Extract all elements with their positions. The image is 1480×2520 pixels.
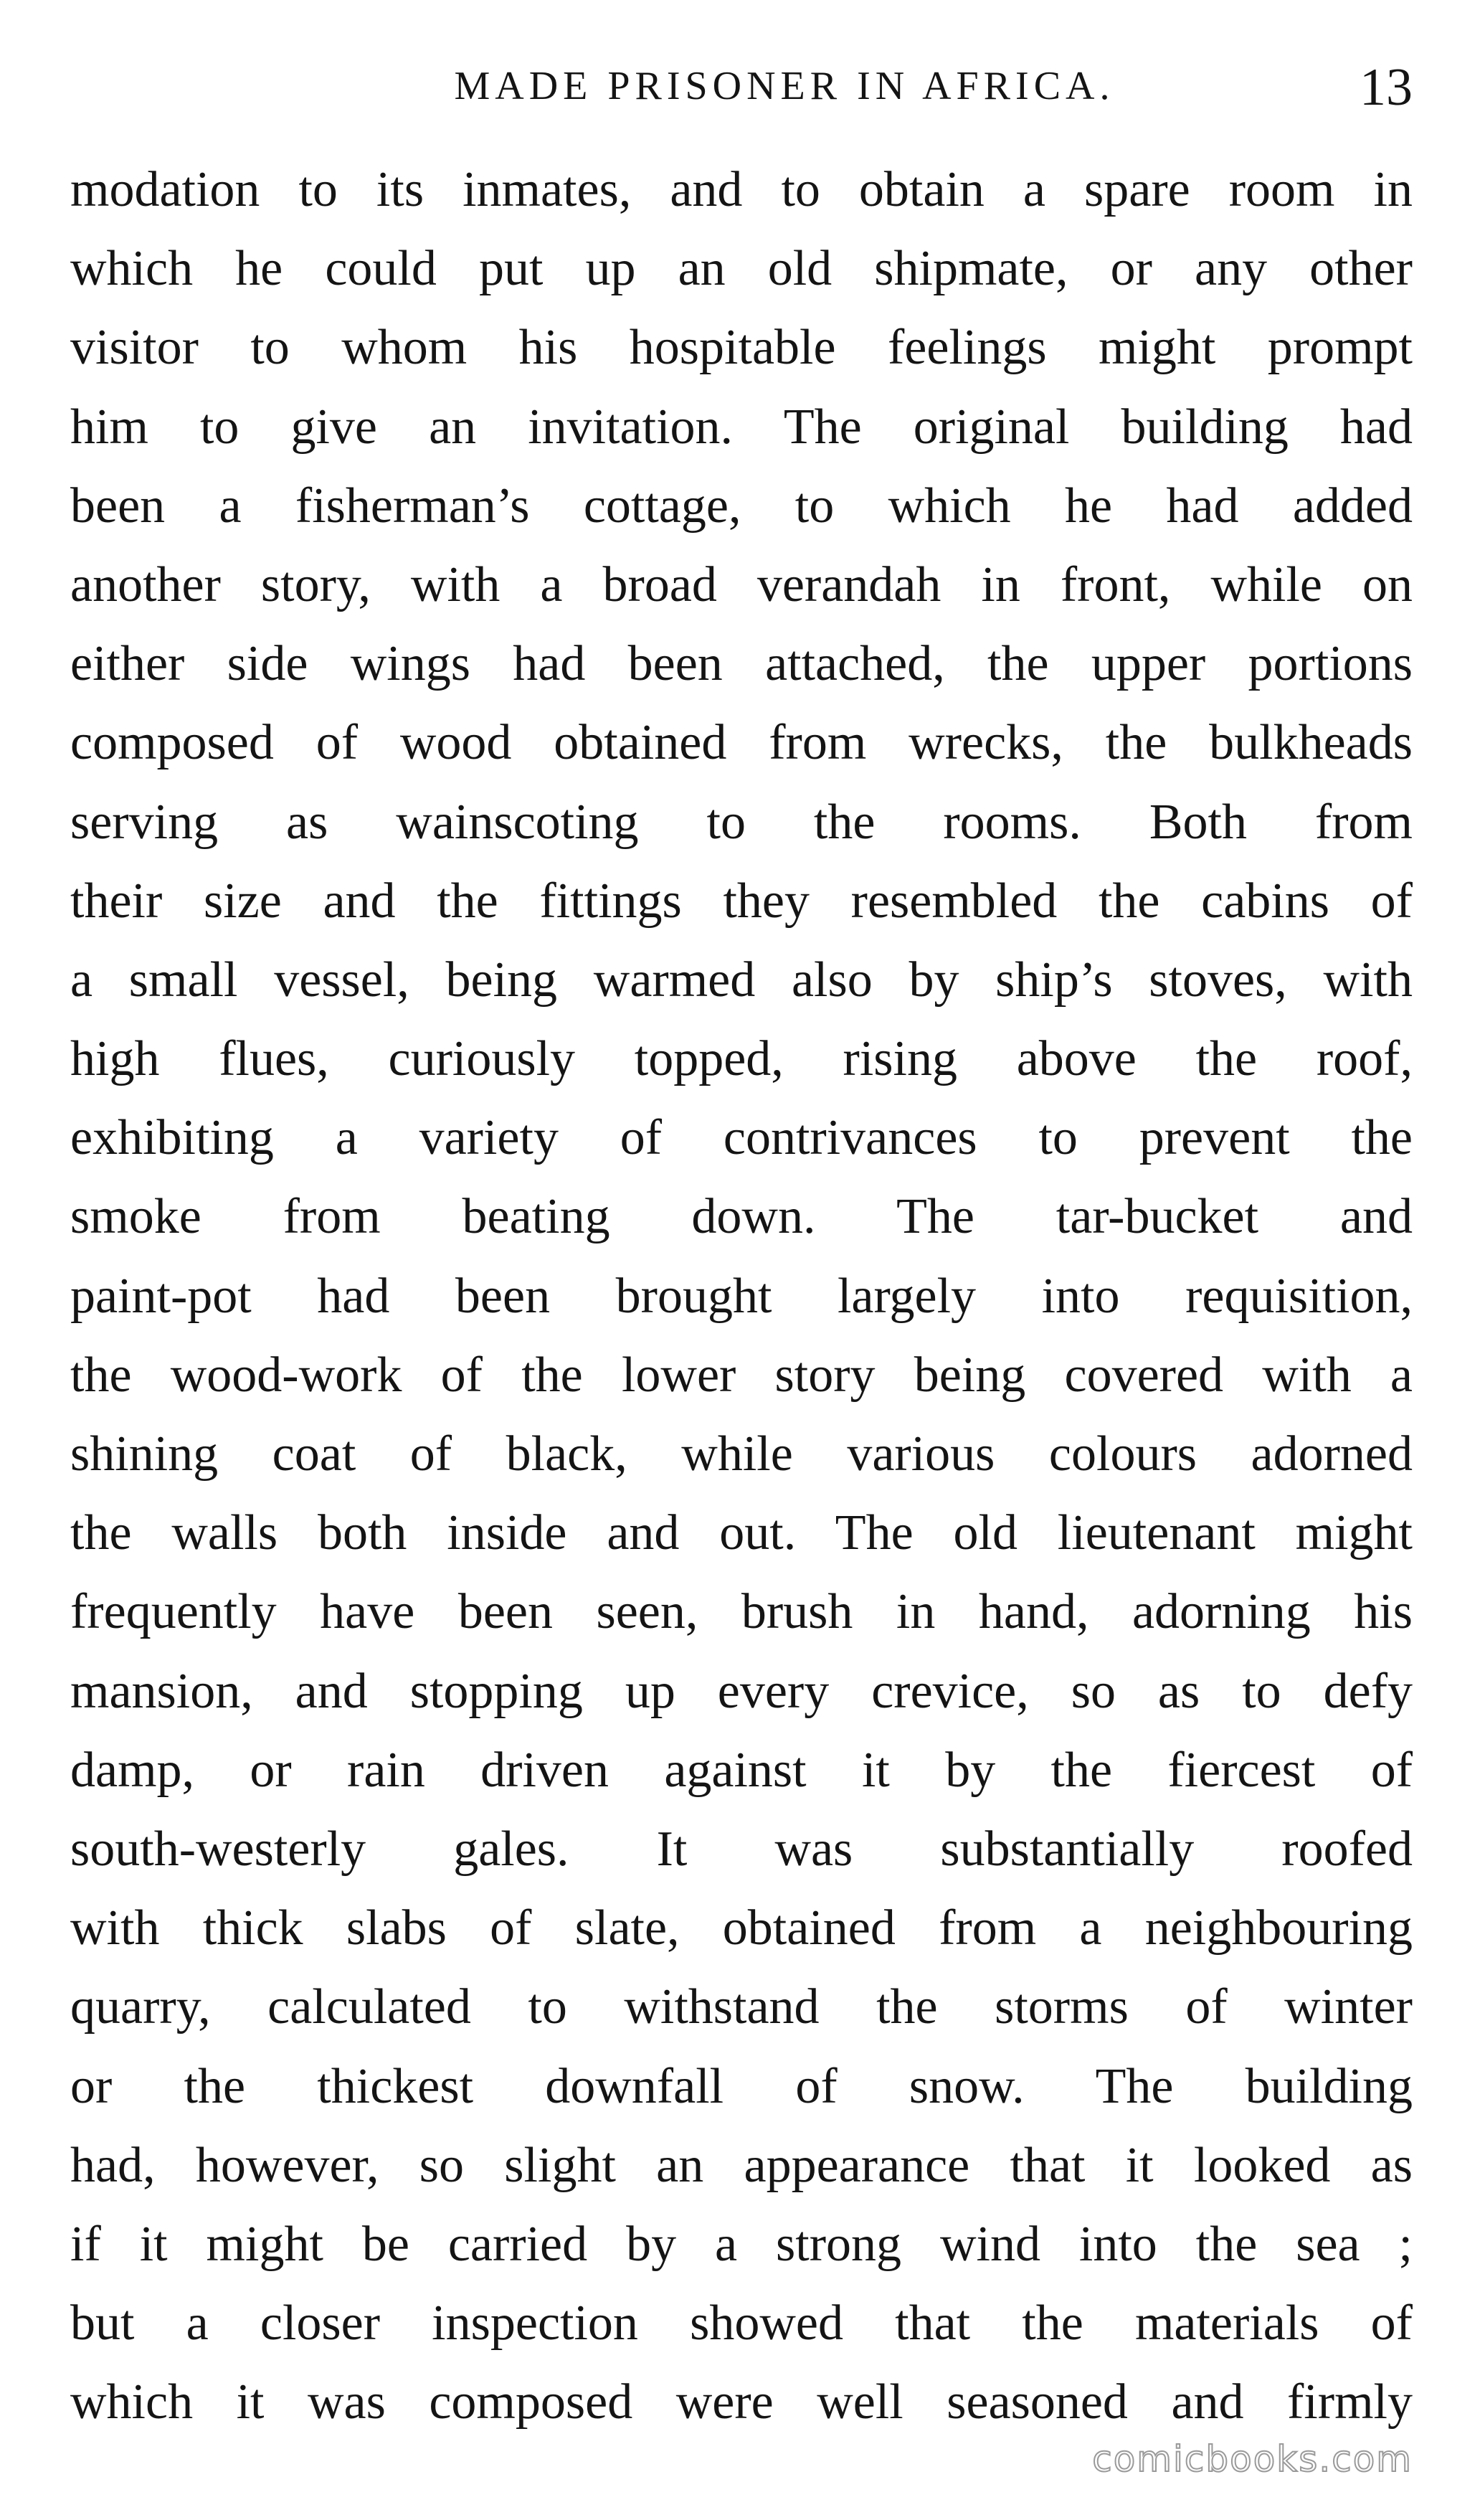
text-line: visitor to whom his hospitable feelings might prompt xyxy=(70,320,1413,376)
text-line: high flues, curiously topped, rising above the roof, xyxy=(70,1031,1413,1087)
text-line: exhibiting a variety of contrivances to prevent the xyxy=(70,1110,1413,1166)
text-line: which it was composed were well seasoned and firmly xyxy=(70,2374,1413,2430)
text-line: been a fisherman’s cottage, to which he had added xyxy=(70,478,1413,534)
text-line: their size and the fittings they resembled the cabins of xyxy=(70,873,1413,929)
text-line: or the thickest downfall of snow. The building xyxy=(70,2058,1413,2114)
text-line: him to give an invitation. The original building had xyxy=(70,399,1413,455)
text-line: modation to its inmates, and to obtain a spare room in xyxy=(70,162,1413,217)
text-line: the wood-work of the lower story being covered with a xyxy=(70,1347,1413,1403)
text-line: paint-pot had been brought largely into requisition, xyxy=(70,1268,1413,1324)
text-line: quarry, calculated to withstand the storms of winter xyxy=(70,1979,1413,2035)
text-line: damp, or rain driven against it by the fiercest of xyxy=(70,1742,1413,1798)
text-line: smoke from beating down. The tar-bucket and xyxy=(70,1189,1413,1245)
text-line: with thick slabs of slate, obtained from a neighbouring xyxy=(70,1900,1413,1956)
running-head xyxy=(70,57,1413,143)
text-line: which he could put up an old shipmate, or any other xyxy=(70,241,1413,297)
text-line: south-westerly gales. It was substantially roofed xyxy=(70,1821,1413,1877)
running-title: MADE PRISONER IN AFRICA. xyxy=(454,64,1115,108)
body-text xyxy=(70,151,1413,2442)
text-line: frequently have been seen, brush in hand, adorning his xyxy=(70,1584,1413,1640)
text-line: serving as wainscoting to the rooms. Both from xyxy=(70,794,1413,850)
page-number: 13 xyxy=(1360,58,1413,117)
text-line: another story, with a broad verandah in front, while on xyxy=(70,556,1413,612)
text-line: mansion, and stopping up every crevice, so as to defy xyxy=(70,1663,1413,1719)
watermark: comicbooks.com xyxy=(1092,2438,1413,2480)
text-line: composed of wood obtained from wrecks, the bulkheads xyxy=(70,715,1413,771)
text-line: a small vessel, being warmed also by ship’s stoves, with xyxy=(70,952,1413,1008)
text-line: shining coat of black, while various colours adorned xyxy=(70,1426,1413,1482)
text-line: if it might be carried by a strong wind into the sea ; xyxy=(70,2216,1413,2272)
text-line: but a closer inspection showed that the materials of xyxy=(70,2296,1413,2351)
text-line: had, however, so slight an appearance that it looked as xyxy=(70,2137,1413,2193)
text-line: the walls both inside and out. The old lieutenant might xyxy=(70,1505,1413,1561)
text-line: either side wings had been attached, the upper portions xyxy=(70,636,1413,692)
